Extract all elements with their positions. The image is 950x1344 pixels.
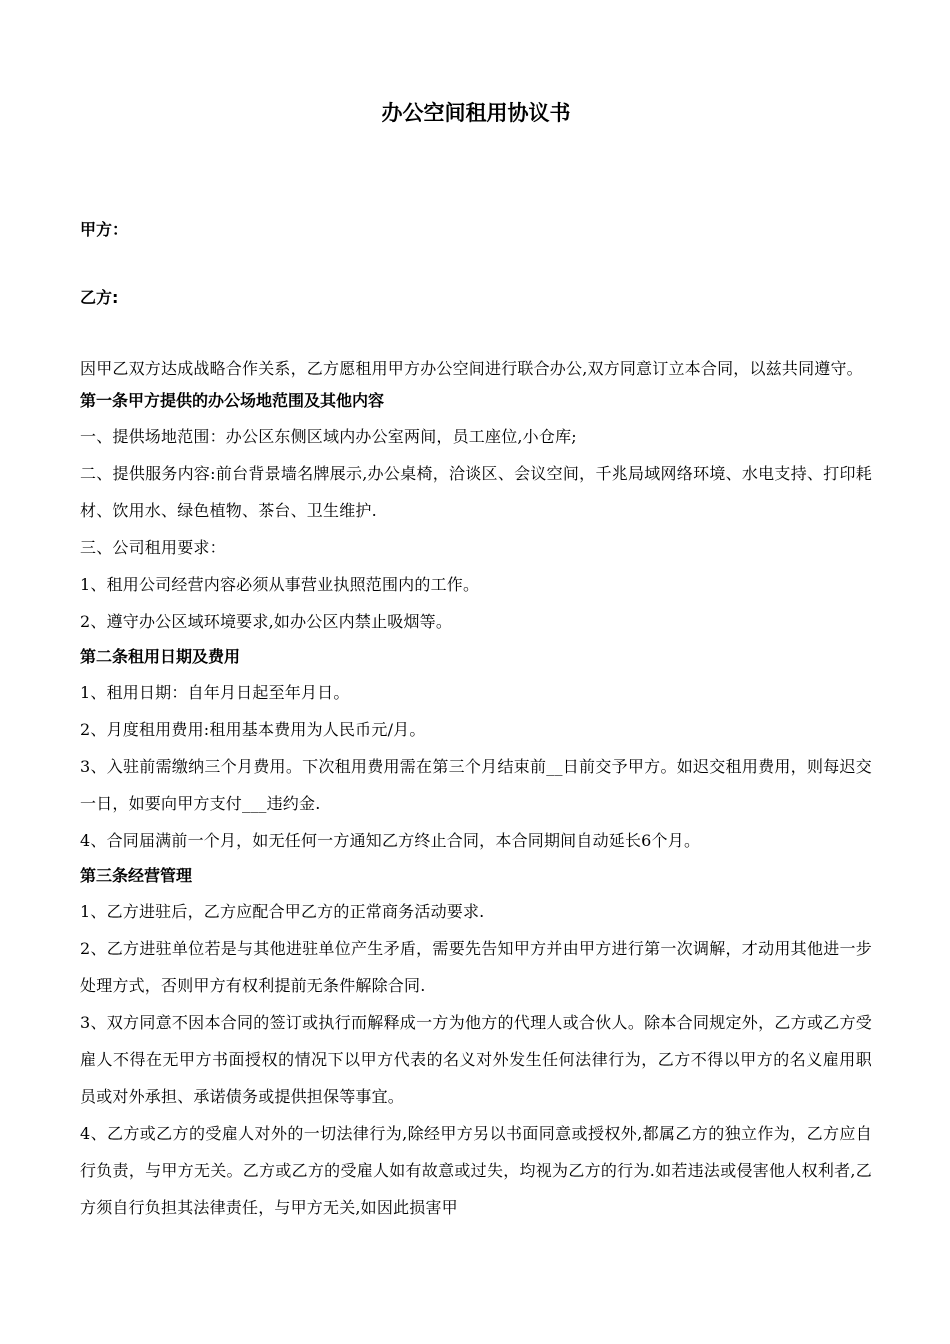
section-2-item: 4、合同届满前一个月，如无任何一方通知乙方终止合同，本合同期间自动延长6个月。 (80, 831, 701, 850)
party-a-label: 甲方： (80, 220, 129, 239)
section-3-item: 3、双方同意不因本合同的签订或执行而解释成一方为他方的代理人或合伙人。除本合同规定外，乙方或乙方受雇人不得在无甲方书面授权的情况下以甲方代表的名义对外发生任何法律行为，乙方不得以甲方的名义雇用职员或对外承担、承诺债务或提供担保等事宜。 (80, 1013, 872, 1106)
section-3-heading: 第三条经营管理 (80, 866, 193, 885)
section-1-item: 1、租用公司经营内容必须从事营业执照范围内的工作。 (80, 575, 480, 594)
intro-paragraph: 因甲乙双方达成战略合作关系，乙方愿租用甲方办公空间进行联合办公,双方同意订立本合同，以兹共同遵守。 (80, 359, 863, 378)
section-2-item: 1、租用日期：自年月日起至年月日。 (80, 683, 350, 702)
party-b-label: 乙方: (80, 288, 119, 307)
document-body (80, 350, 872, 1226)
section-1-heading: 第一条甲方提供的办公场地范围及其他内容 (80, 391, 385, 410)
section-1-item: 2、遵守办公区域环境要求,如办公区内禁止吸烟等。 (80, 612, 453, 631)
section-1-item: 一、提供场地范围：办公区东侧区域内办公室两间，员工座位,小仓库; (80, 427, 577, 446)
section-1-item: 三、公司租用要求： (80, 538, 226, 557)
section-3-item: 4、乙方或乙方的受雇人对外的一切法律行为,除经甲方另以书面同意或授权外,都属乙方的独立作为，乙方应自行负责，与甲方无关。乙方或乙方的受雇人如有故意或过失，均视为乙方的行为.如若违法或侵害他人权利者,乙方须自行负担其法律责任，与甲方无关,如因此损害甲 (80, 1124, 872, 1217)
document-title: 办公空间租用协议书 (381, 101, 571, 125)
section-1-item: 二、提供服务内容:前台背景墙名牌展示,办公桌椅，洽谈区、会议空间，千兆局域网络环境、水电支持、打印耗材、饮用水、绿色植物、茶台、卫生维护. (80, 464, 872, 520)
section-2-item: 3、入驻前需缴纳三个月费用。下次租用费用需在第三个月结束前__日前交予甲方。如迟交租用费用，则每迟交一日，如要向甲方支付___违约金. (80, 757, 872, 813)
section-3-item: 2、乙方进驻单位若是与其他进驻单位产生矛盾，需要先告知甲方并由甲方进行第一次调解，才动用其他进一步处理方式，否则甲方有权利提前无条件解除合同. (80, 939, 872, 995)
section-2-item: 2、月度租用费用:租用基本费用为人民币元/月。 (80, 720, 426, 739)
section-2-heading: 第二条租用日期及费用 (80, 647, 241, 666)
section-3-item: 1、乙方进驻后，乙方应配合甲乙方的正常商务活动要求. (80, 902, 485, 921)
